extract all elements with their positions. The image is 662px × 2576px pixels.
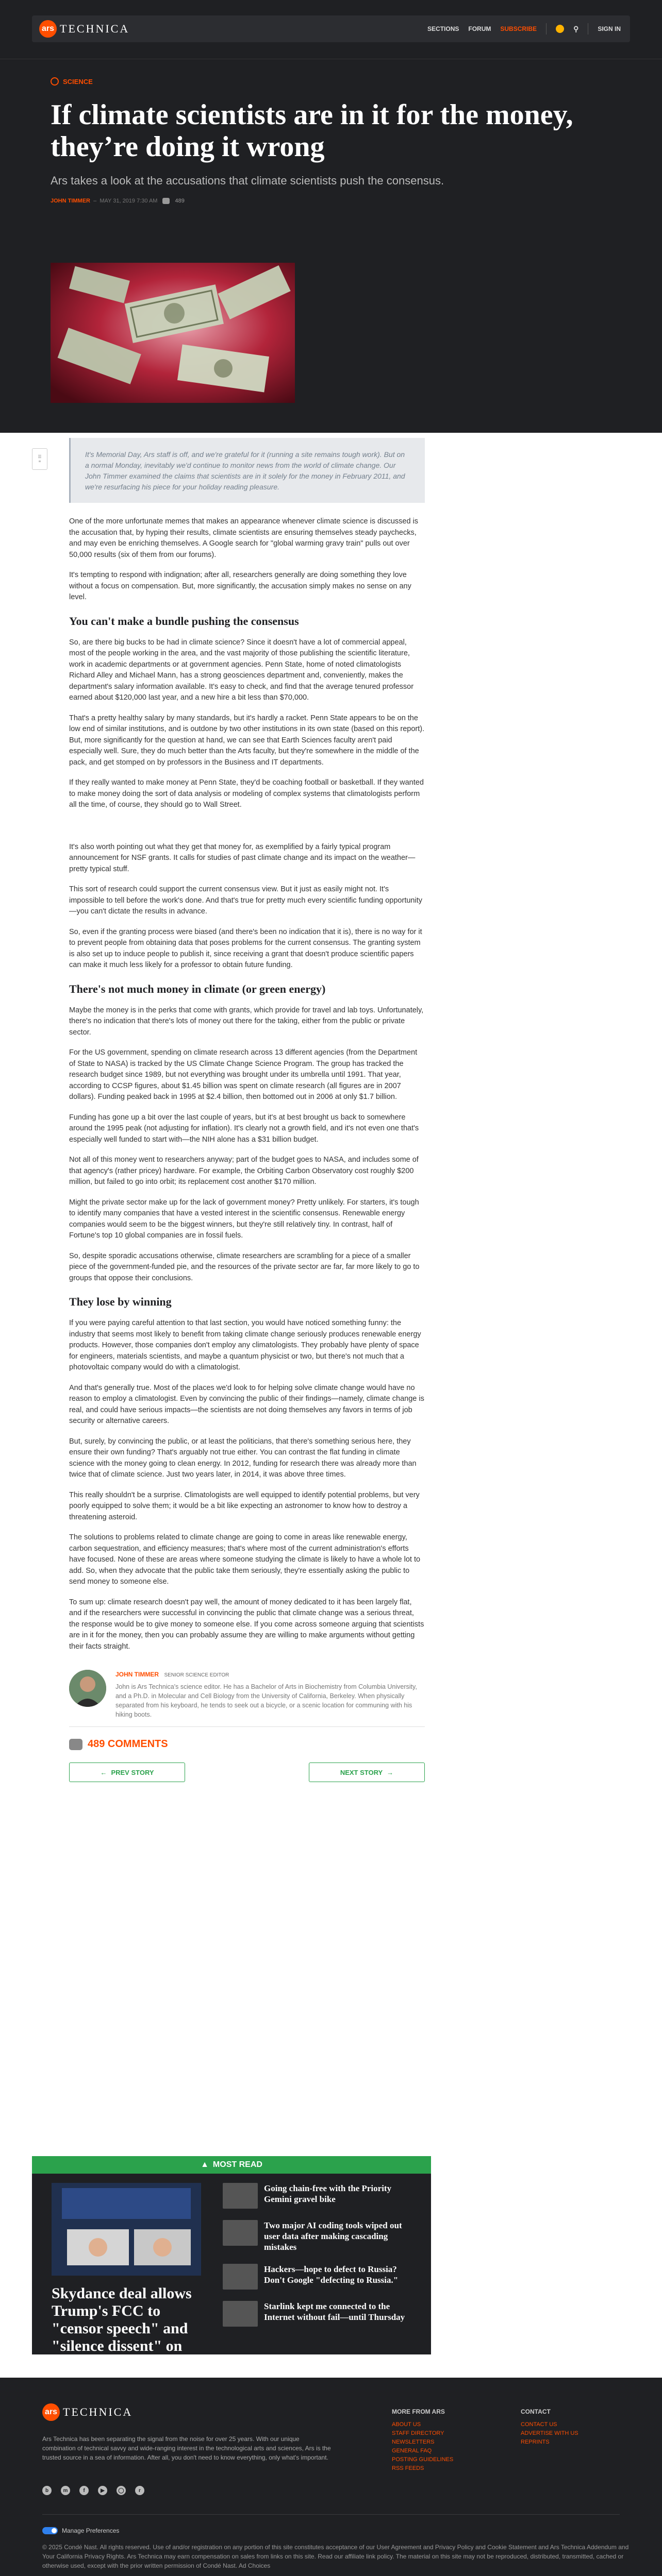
paragraph: Funding has gone up a bit over the last couple of years, but it's at best brought us back to somewhere around the 1995 peak (not adjusting for inflation). It's clearly not a growth field, and it's not even one that's especially well funded to start with—the NIH alone has a $31 billion budget. <box>69 1113 419 1144</box>
paragraph: One of the more unfortunate memes that makes an appearance whenever climate science is discussed is the accusation that, by hyping their results, climate scientists are ensuring themselves steady paychecks, and may even be enriching themselves. A Google search for "global warming gravy train" pulls out over 50,000 results (six of them from our forums). <box>69 517 419 559</box>
paragraph: Not all of this money went to researchers anyway; part of the budget goes to NASA, and includes some of that agency's (rather pricey) hardware. For example, the Orbiting Carbon Observatory cost roughly $200 million, but failed to go into orbit; its replacement cost another $170 million. <box>69 1156 419 1186</box>
comment-count[interactable]: 489 <box>175 198 185 204</box>
avatar-image <box>69 1670 106 1707</box>
most-read-item[interactable] <box>223 2301 413 2327</box>
navbar <box>32 15 630 42</box>
most-read-item-title: Hackers—hope to defect to Russia? Don't Google "defecting to Russia." <box>264 2264 399 2285</box>
footer-link-staff[interactable]: STAFF DIRECTORY <box>392 2430 444 2436</box>
story-pager <box>69 1762 425 1782</box>
section-label: SCIENCE <box>63 77 93 86</box>
footer-more-column <box>392 2408 453 2473</box>
paragraph: Might the private sector make up for the lack of government money? Pretty unlikely. For starters, it's tough to identify many companies that have a vested interest in the scientific consensus. Renewable energy companies would seem to be the biggest winners, but they're still relatively tiny. In contrast, half of Fortune's top 10 global companies are in fossil fuels. <box>69 1198 419 1240</box>
footer-contact-title: CONTACT <box>521 2408 551 2415</box>
footer-logo-text: TECHNICA <box>63 2405 133 2418</box>
comments-link[interactable] <box>69 1738 425 1750</box>
author-link[interactable]: JOHN TIMMER <box>51 198 90 204</box>
most-read-title: MOST READ <box>212 2160 262 2169</box>
author-role: SENIOR SCIENCE EDITOR <box>164 1672 229 1678</box>
paragraph: It's also worth pointing out what they get that money for, as exemplified by a fairly typical program announcement for NSF grants. It calls for studies of past climate change and its impact on the weather—pretty typical stuff. <box>69 842 416 873</box>
footer-link-newsletters[interactable]: NEWSLETTERS <box>392 2439 435 2445</box>
author-bio: John is Ars Technica's science editor. He has a Bachelor of Arts in Biochemistry from Columbia University, and a Ph.D. in Molecular and Cell Biology from the University of California, Berkeley. When physically separated from his keyboard, he tends to seek out a bicycle, or a scenic location for communing with his hiking boots. <box>115 1683 417 1718</box>
footer-more-title: MORE FROM ARS <box>392 2408 445 2415</box>
section-heading: You can't make a bundle pushing the consensus <box>69 614 299 628</box>
manage-preferences-label: Manage Preferences <box>62 2527 120 2534</box>
bluesky-icon[interactable]: b <box>42 2486 52 2495</box>
trending-icon: ▲ <box>201 2160 209 2169</box>
most-read-item-title: Going chain-free with the Priority Gemini gravel bike <box>264 2183 392 2204</box>
paragraph: So, even if the granting process were biased (and there's been no indication that it is), there is no way for it to prevent people from obtaining data that poses problems for the current consensus. The granting system is also set up to induce people to publish it, since receiving a grant that doesn't produce scientific papers can make it much less likely for a professor to obtain future funding. <box>69 927 422 969</box>
money-image <box>51 263 295 403</box>
footer <box>0 2378 662 2576</box>
footer-link-rss[interactable]: RSS FEEDS <box>392 2465 424 2471</box>
comments-icon <box>69 1739 82 1750</box>
next-story-label: NEXT STORY <box>340 1768 383 1776</box>
author-avatar[interactable] <box>69 1670 106 1707</box>
comments-label: 489 COMMENTS <box>88 1738 168 1750</box>
forum-link[interactable]: FORUM <box>468 25 491 32</box>
footer-description: Ars Technica has been separating the signal from the noise for over 25 years. With our unique combination of technical savvy and wide-ranging interest in the technological arts and sciences, Ars is the trusted source in a sea of information. After all, you don't need to know everything, only what's important. <box>42 2435 331 2461</box>
youtube-icon[interactable]: ▶ <box>98 2486 107 2495</box>
prev-story-button[interactable] <box>69 1762 185 1782</box>
footer-link-about[interactable]: ABOUT US <box>392 2421 421 2428</box>
paragraph: The solutions to problems related to climate change are going to come in areas like renewable energy, carbon sequestration, and efficiency measures; that's where most of the current administration's efforts have focused. None of these are areas where someone studying the climate is likely to have a whole lot to add. So, when they advocate that the public take them seriously, they're essentially asking the public to send money to someone else. <box>69 1533 421 1586</box>
most-read-lead-image[interactable] <box>52 2183 201 2276</box>
article-tools-label: ≡ <box>38 459 41 464</box>
paragraph: So, despite sporadic accusations otherwise, climate researchers are scrambling for a piece of a smaller piece of the government-funded pie, and the resources of the private sector are far, far more likely to go to groups that oppose their conclusions. <box>69 1251 420 1282</box>
search-icon[interactable]: ⚲ <box>573 24 579 33</box>
most-read-item-title: Two major AI coding tools wiped out user data after making cascading mistakes <box>264 2221 402 2252</box>
paragraph: It's tempting to respond with indignation; after all, researchers generally are doing something they love without a focus on compensation. But, more significantly, the accusation simply makes no sense on any level. <box>69 571 411 601</box>
theme-toggle-icon[interactable] <box>556 25 564 33</box>
footer-contact-column <box>521 2408 578 2447</box>
section-tag[interactable] <box>51 77 611 86</box>
article-body <box>69 438 425 1782</box>
article-tools[interactable] <box>32 448 47 470</box>
footer-logo-mark: ars <box>42 2403 60 2421</box>
sections-menu[interactable]: SECTIONS <box>427 25 459 32</box>
paragraph: This sort of research could support the current consensus view. But it just as easily might not. It's impossible to tell before the work's done. And that's true for pretty much every scientific funding opportunity—you can't dictate the results in advance. <box>69 885 422 916</box>
chevron-left-icon: ← <box>100 1768 107 1776</box>
instagram-icon[interactable]: ◯ <box>117 2486 126 2495</box>
subscribe-link[interactable]: SUBSCRIBE <box>500 25 537 32</box>
most-read-thumbnail <box>223 2264 258 2290</box>
chevron-right-icon: → <box>387 1768 394 1776</box>
legal-text: © 2025 Condé Nast. All rights reserved. Use of and/or registration on any portion of this site constitutes acceptance of our User Agreement and Privacy Policy and Cookie Statement and Ars Technica Addendum and Your California Privacy Rights. Ars Technica may earn compensation on sales from links on this site. Read our affiliate link policy. The material on this site may not be reproduced, distributed, transmitted, cached or otherwise used, except with the prior written permission of Condé Nast. Ad Choices <box>42 2544 629 2569</box>
ad-spacer <box>69 811 425 833</box>
footer-link-contact[interactable]: CONTACT US <box>521 2421 557 2428</box>
publish-date: MAY 31, 2019 7:30 AM <box>100 198 158 204</box>
author-box <box>69 1670 425 1727</box>
paragraph: This really shouldn't be a surprise. Climatologists are well equipped to identify potential problems, but very poorly equipped to solve them; it would be a bit like expecting an astronomer to know how to destroy a threatening asteroid. <box>69 1490 420 1521</box>
most-read-panel <box>32 2156 431 2372</box>
paragraph: If you were paying careful attention to that last section, you would have noticed something funny: the industry that seems most likely to benefit from taking climate change seriously produces renewable energy products. However, those companies don't employ any climatologists. They probably have plenty of space for engineers, materials scientists, and maybe a quantum physicist or two, but there's not much that a photovoltaic company would do with a climatologist. <box>69 1319 421 1371</box>
most-read-list <box>223 2183 413 2338</box>
section-heading: They lose by winning <box>69 1295 172 1308</box>
most-read-item-title: Starlink kept me connected to the Internet without fail—until Thursday <box>264 2301 405 2322</box>
next-story-button[interactable] <box>309 1762 425 1782</box>
paragraph: For the US government, spending on climate research across 13 different agencies (from the Department of State to NASA) is tracked by the US Climate Change Science Program. The group has tracked the research budget since 1989, but not everything was brought under its umbrella until 1991. That year, according to CCSP figures, about $1.45 billion was spent on climate research (all figures are in 2007 dollars). Funding peaked back in 1995 at $2.4 billion, then bottomed out in 2006 at only $1.7 billion. <box>69 1048 418 1101</box>
paragraph: Maybe the money is in the perks that come with grants, which provide for travel and lab toys. Unfortunately, there's no indication that there's lots of money out there for the taking, either from the public or private sector. <box>69 1006 424 1037</box>
editor-note: It's Memorial Day, Ars staff is off, and we're grateful for it (running a site remains tough work). But on a normal Monday, inevitably we'd continue to monitor news from the world of climate change. Our John Timmer examined the claims that scientists are in it solely for the money in February 2011, and we're resurfacing his piece for your holiday reading pleasure. <box>69 438 425 503</box>
logo-mark: ars <box>39 20 57 38</box>
prev-story-label: PREV STORY <box>111 1768 154 1776</box>
most-read-thumbnail <box>223 2183 258 2209</box>
social-links <box>42 2486 144 2495</box>
footer-link-reprints[interactable]: REPRINTS <box>521 2439 550 2445</box>
section-heading: There's not much money in climate (or green energy) <box>69 982 326 995</box>
lead-story-image <box>52 2183 201 2276</box>
most-read-thumbnail <box>223 2220 258 2246</box>
article-dek: Ars takes a look at the accusations that climate scientists push the consensus. <box>51 174 444 187</box>
author-name[interactable]: JOHN TIMMER <box>115 1671 159 1678</box>
privacy-toggle-icon <box>42 2527 58 2534</box>
footer-divider <box>42 2514 620 2515</box>
footer-logo[interactable] <box>42 2403 133 2421</box>
facebook-icon[interactable]: f <box>79 2486 89 2495</box>
site-logo[interactable] <box>39 20 129 38</box>
paragraph: If they really wanted to make money at Penn State, they'd be coaching football or basketball. If they wanted to make money doing the sort of data analysis or modeling of complex systems that climatologists perform all the time, of course, they should go to Wall Street. <box>69 778 424 809</box>
nav-divider <box>546 23 547 35</box>
comment-icon[interactable] <box>162 198 170 204</box>
nav-links <box>427 15 621 42</box>
hero-image <box>51 263 295 403</box>
manage-preferences[interactable] <box>42 2527 119 2534</box>
most-read-item[interactable] <box>223 2183 413 2209</box>
footer-link-advertise[interactable]: ADVERTISE WITH US <box>521 2430 578 2436</box>
sign-in-link[interactable]: SIGN IN <box>598 25 621 32</box>
most-read-thumbnail <box>223 2301 258 2327</box>
byline <box>51 198 611 204</box>
logo-text: TECHNICA <box>60 22 130 35</box>
paragraph: That's a pretty healthy salary by many standards, but it's hardly a racket. Penn State appears to be on the low end of similar institutions, and is outdone by two other institutions in its own state (based on this report). But, more significantly for the question at hand, we can see that Earth Sciences faculty aren't paid especially well. Sure, they do much better than the Arts faculty, but they're somewhere in the middle of the pack, and get stomped on by professors in the Business and IT departments. <box>69 714 425 767</box>
byline-text: JOHN TIMMER – MAY 31, 2019 7:30 AM <box>51 198 158 204</box>
most-read-item[interactable] <box>223 2220 413 2252</box>
paragraph: So, are there big bucks to be had in climate science? Since it doesn't have a lot of commercial appeal, most of the people working in the area, and the vast majority of those publishing the scientific literature, work in academic departments or at government agencies. Penn State, home of noted climatologists Richard Alley and Michael Mann, has a strong geosciences department and, conveniently, makes the department's salary information available. It's easy to check, and find that the average tenured professor earned about $120,000 last year, and a new hire a bit less than $70,000. <box>69 638 414 702</box>
most-read-header <box>32 2156 431 2174</box>
paragraph: And that's generally true. Most of the places we'd look to for helping solve climate change would have no reason to employ a climatologist. Even by convincing the public of their findings—namely, climate change is real, and could have serious impacts—the scientists are not doing themselves any favors in terms of job security or alternative careers. <box>69 1383 424 1425</box>
most-read-lead-title[interactable]: Skydance deal allows Trump's FCC to "censor speech" and "silence dissent" on CBS <box>52 2285 192 2372</box>
science-icon <box>51 77 59 86</box>
most-read-item[interactable] <box>223 2264 413 2290</box>
rss-icon[interactable]: r <box>135 2486 144 2495</box>
article-title: If climate scientists are in it for the money, they’re doing it wrong <box>51 99 573 163</box>
paragraph: To sum up: climate research doesn't pay well, the amount of money dedicated to it has been largely flat, and if the researchers were successful in convincing the public that climate change was a serious threat, the response would be to give money to someone else. If you come across someone arguing that scientists are in it for the money, then you can probably assume they are willing to make arguments without getting their facts straight. <box>69 1598 424 1651</box>
text-settings-icon: ☰ <box>38 454 42 459</box>
top-navigation <box>0 0 662 59</box>
footer-link-guidelines[interactable]: POSTING GUIDELINES <box>392 2456 454 2463</box>
footer-link-faq[interactable]: GENERAL FAQ <box>392 2448 432 2454</box>
paragraph: But, surely, by convincing the public, or at least the politicians, that there's something serious here, they ensure their own funding? That's arguably not true either. You can contrast the flat funding in climate science with the money going to clean energy. In 2012, funding for research there was already more than twice that of climate science. Just two years later, in 2014, it was above three times. <box>69 1437 417 1479</box>
article-header <box>0 59 662 433</box>
mastodon-icon[interactable]: m <box>61 2486 70 2495</box>
